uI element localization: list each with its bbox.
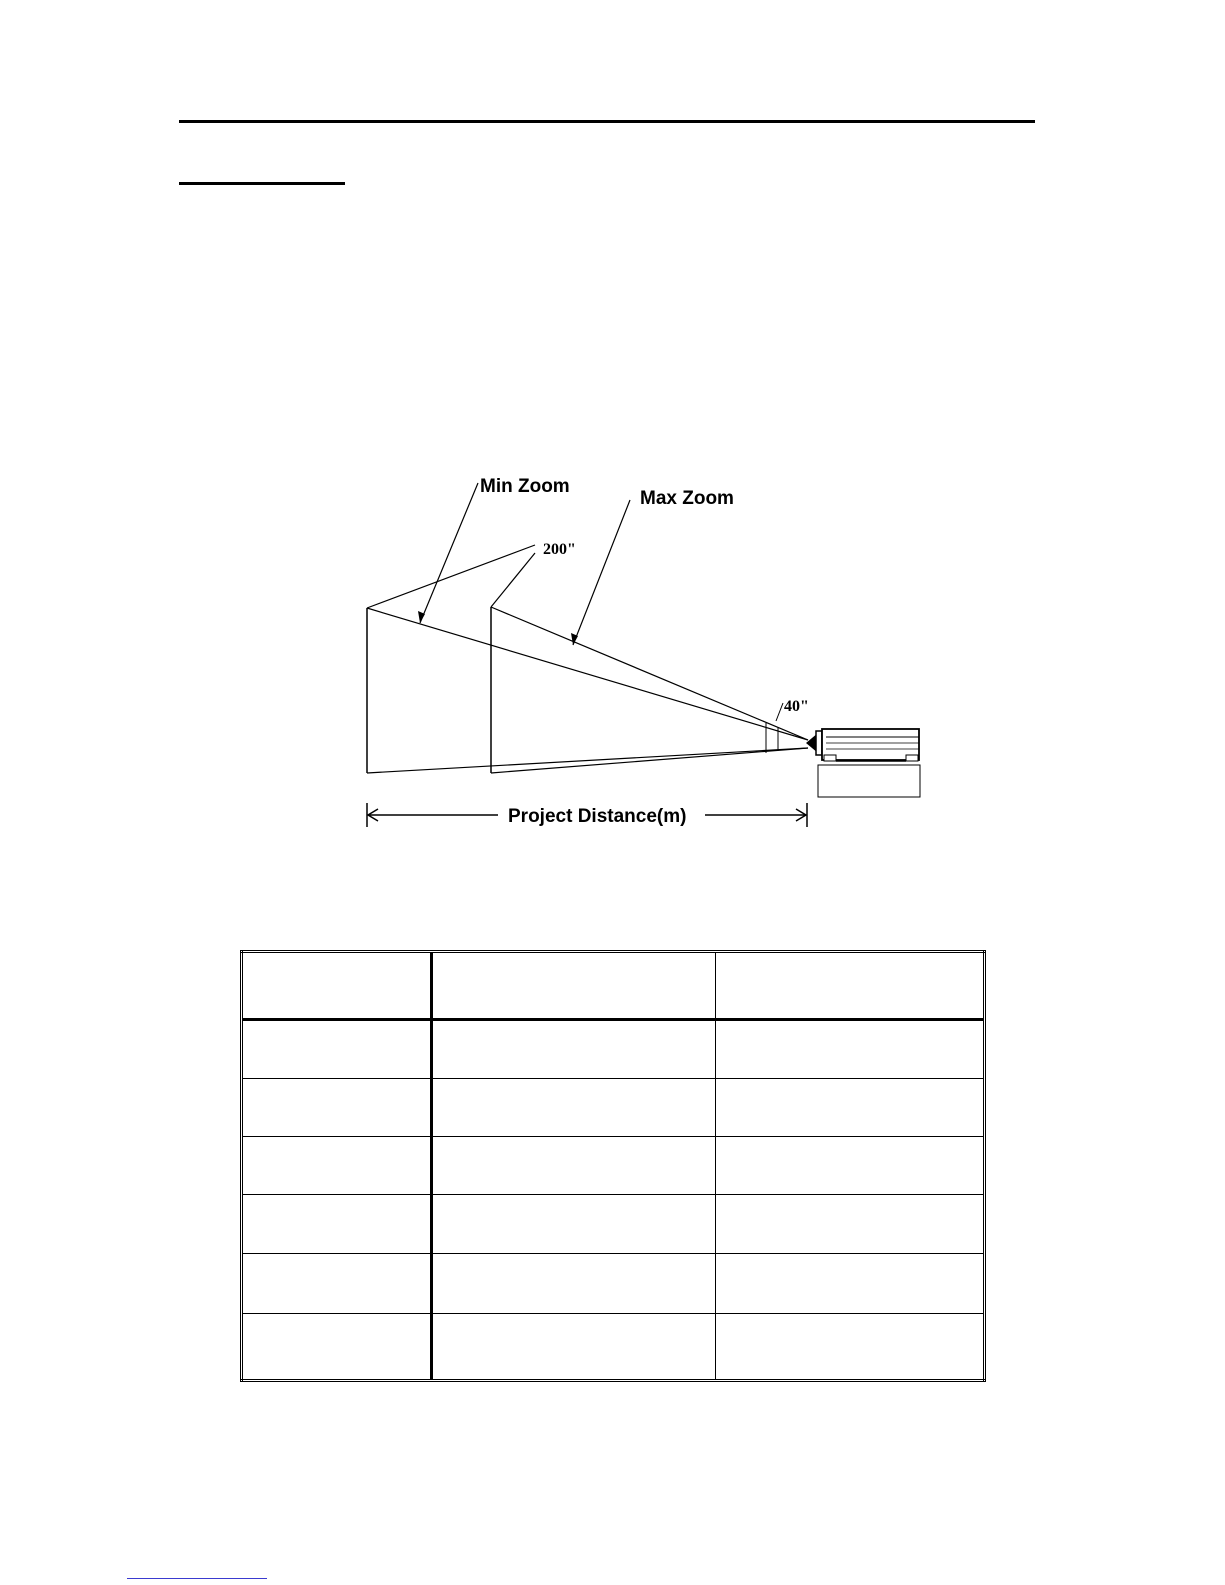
table-cell <box>432 1020 716 1079</box>
table-cell <box>716 1079 985 1137</box>
table-cell <box>716 952 985 1020</box>
table-cell <box>242 1314 432 1381</box>
section-title-underline <box>179 182 345 185</box>
table-row <box>242 1137 985 1195</box>
table-cell <box>432 1195 716 1254</box>
size-large-leader-a <box>367 545 535 608</box>
table-cell <box>242 1195 432 1254</box>
projector-icon <box>806 729 919 761</box>
min-zoom-beam-top <box>367 608 808 740</box>
min-zoom-label: Min Zoom <box>480 476 570 497</box>
header-rule <box>179 120 1035 123</box>
min-zoom-beam-bottom <box>367 748 808 773</box>
table-row <box>242 1195 985 1254</box>
max-zoom-beam-bottom <box>491 748 808 773</box>
size-large-label: 200" <box>543 541 576 558</box>
table-cell <box>242 1020 432 1079</box>
table-cell <box>716 1195 985 1254</box>
max-zoom-label: Max Zoom <box>640 488 734 509</box>
table-cell <box>242 1254 432 1314</box>
table-cell <box>432 1314 716 1381</box>
size-small-label: 40" <box>784 698 809 715</box>
table-row <box>242 1314 985 1381</box>
max-zoom-beam-top <box>491 607 808 740</box>
table-cell <box>242 1079 432 1137</box>
min-zoom-leader <box>420 483 478 623</box>
table-cell <box>716 1254 985 1314</box>
table-row <box>242 1020 985 1079</box>
table-cell <box>432 1079 716 1137</box>
table-cell <box>716 1137 985 1195</box>
table-cell <box>432 1254 716 1314</box>
table-row <box>242 1254 985 1314</box>
table-cell <box>716 1314 985 1381</box>
table-cell <box>716 1020 985 1079</box>
size-small-leader <box>776 703 783 721</box>
table-header-row <box>242 952 985 1020</box>
max-zoom-leader <box>573 500 630 645</box>
size-large-leader-b <box>491 553 535 607</box>
table-cell <box>432 1137 716 1195</box>
projection-distance-diagram <box>340 465 940 845</box>
projector-stand <box>818 765 920 797</box>
footnote-link-underline <box>127 1578 267 1579</box>
distance-label: Project Distance(m) <box>508 806 687 827</box>
table-cell <box>432 952 716 1020</box>
table-cell <box>242 1137 432 1195</box>
table-row <box>242 1079 985 1137</box>
table-cell <box>242 952 432 1020</box>
projection-table <box>240 950 986 1382</box>
